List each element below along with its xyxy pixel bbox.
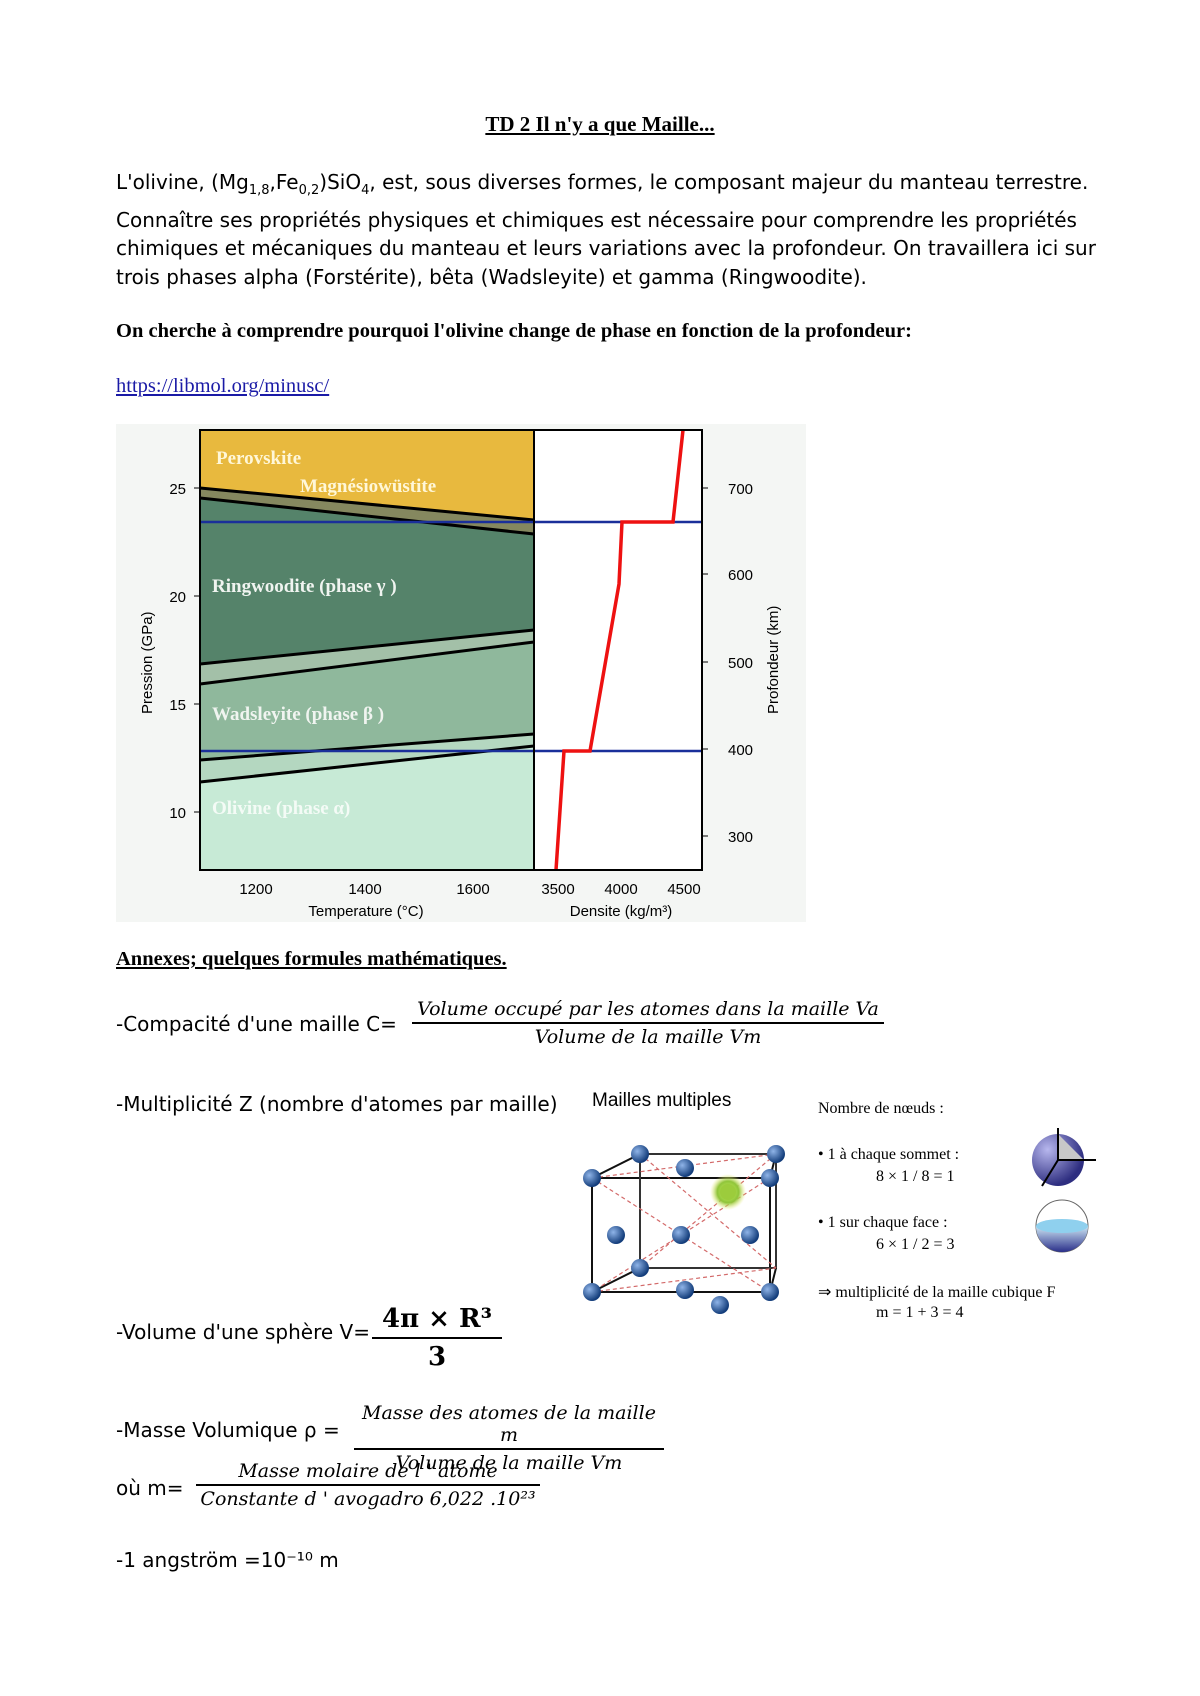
compacite-denominator: Volume de la maille Vm [534,1026,762,1048]
atom [583,1169,601,1187]
sphere-numerator: 4π × R³ [381,1304,492,1334]
sphere-denominator: 3 [427,1342,447,1372]
sphere-label: -Volume d'une sphère V= [116,1320,370,1344]
cut-ellipse [1036,1219,1088,1233]
ytick-label: 500 [728,655,754,672]
xtick-label: 1400 [348,881,382,898]
masse-vol-denominator: Volume de la maille Vm [395,1452,623,1474]
ytick-label: 10 [169,805,186,822]
question-heading: On cherche à comprendre pourquoi l'olivine change de phase en fonction de la profondeur: [116,320,912,342]
ytick-label: 600 [728,567,754,584]
label-olivine: Olivine (phase α) [212,798,351,819]
compacite-label: -Compacité d'une maille C= [116,1012,397,1036]
corner-atom-icon [1028,1128,1098,1190]
nodes-title: Nombre de nœuds : [818,1100,944,1117]
atom [676,1281,694,1299]
label-perovskite: Perovskite [216,448,302,469]
mailles-multiples-title: Mailles multiples [592,1090,732,1111]
sommet-line2: 8 × 1 / 8 = 1 [876,1168,955,1185]
atom [631,1145,649,1163]
ytick-label: 300 [728,829,754,846]
highlighted-atom [720,1184,736,1200]
intro-prefix: L'olivine, (Mg [116,170,249,194]
ytick-label: 400 [728,742,754,759]
intro-mid2: )SiO [319,170,362,194]
intro-sub-o: 4 [361,183,370,198]
atom [631,1259,649,1277]
intro-sub-mg: 1,8 [248,183,270,198]
xtick-label: 4500 [667,881,701,898]
fraction-bar [372,1337,502,1339]
xtick-label: 3500 [541,881,575,898]
face-line2: 6 × 1 / 2 = 3 [876,1236,955,1253]
atom [761,1169,779,1187]
fcc-cell-diagram [570,1140,820,1350]
atom [607,1226,625,1244]
result-line2: m = 1 + 3 = 4 [876,1304,964,1321]
xtick-label: 1600 [456,881,490,898]
atom [767,1145,785,1163]
atom [761,1283,779,1301]
sommet-line1: • 1 à chaque sommet : [818,1146,960,1163]
label-wadsleyite: Wadsleyite (phase β ) [212,704,385,725]
compacite-fraction [412,998,884,1048]
atom [672,1226,690,1244]
libmol-link[interactable]: https://libmol.org/minusc/ [116,375,330,397]
intro-rest: , est, sous diverses formes, le composant majeur du manteau terrestre. Connaître ses propriétés physiques et chimiques est nécessaire pour comprendre les propriétés chimiques et mécaniques du manteau et leurs variations avec la profondeur. On travaillera ici sur trois phases alpha (Forstérite), bêta (Wadsleyite) et gamma (Ringwoodite). [116,170,1096,289]
xtick-label: 1200 [239,881,273,898]
ytick-label: 25 [169,481,186,498]
ytick-label: 15 [169,697,186,714]
intro-mid1: ,Fe [269,170,299,194]
ytick-label: 700 [728,481,754,498]
atom [711,1296,729,1314]
fraction-bar [196,1484,540,1486]
fraction-bar [354,1448,664,1450]
compacite-numerator: Volume occupé par les atomes dans la maille Va [417,998,879,1020]
label-ringwoodite: Ringwoodite (phase γ ) [212,576,397,597]
annexes-heading: Annexes; quelques formules mathématiques. [116,948,507,970]
y-right-axis-label: Profondeur (km) [765,605,782,714]
face-atom-icon [1034,1198,1094,1254]
page-title: TD 2 Il n'y a que Maille... [485,112,715,136]
face-line1: • 1 sur chaque face : [818,1214,948,1231]
masse-volumique-label: -Masse Volumique ρ = [116,1418,340,1442]
atom [741,1226,759,1244]
result-line1: ⇒ multiplicité de la maille cubique F [818,1284,1056,1301]
multiplicite-label: -Multiplicité Z (nombre d'atomes par maille) [116,1092,558,1116]
angstrom-line: -1 angström =10⁻¹⁰ m [116,1548,339,1572]
phase-diagram-figure [116,424,806,922]
x-right-axis-label: Densite (kg/m³) [569,903,673,920]
y-left-axis-label: Pression (GPa) [139,611,156,714]
masse-m-label: où m= [116,1476,184,1500]
masse-vol-numerator: Masse des atomes de la maille m [362,1402,656,1446]
xtick-label: 4000 [604,881,638,898]
atom [583,1283,601,1301]
intro-sub-fe: 0,2 [298,183,320,198]
masse-m-fraction [196,1460,540,1510]
atom [676,1159,694,1177]
masse-m-denominator: Constante d ' avogadro 6,022 .10²³ [200,1488,536,1510]
masse-m-numerator: Masse molaire de l ' atome [238,1460,498,1482]
intro-paragraph [116,168,1096,291]
fraction-bar [412,1022,884,1024]
x-left-axis-label: Temperature (°C) [308,903,424,920]
label-magnesiowustite: Magnésiowüstite [300,476,437,497]
sphere-fraction [372,1304,502,1372]
ytick-label: 20 [169,589,186,606]
